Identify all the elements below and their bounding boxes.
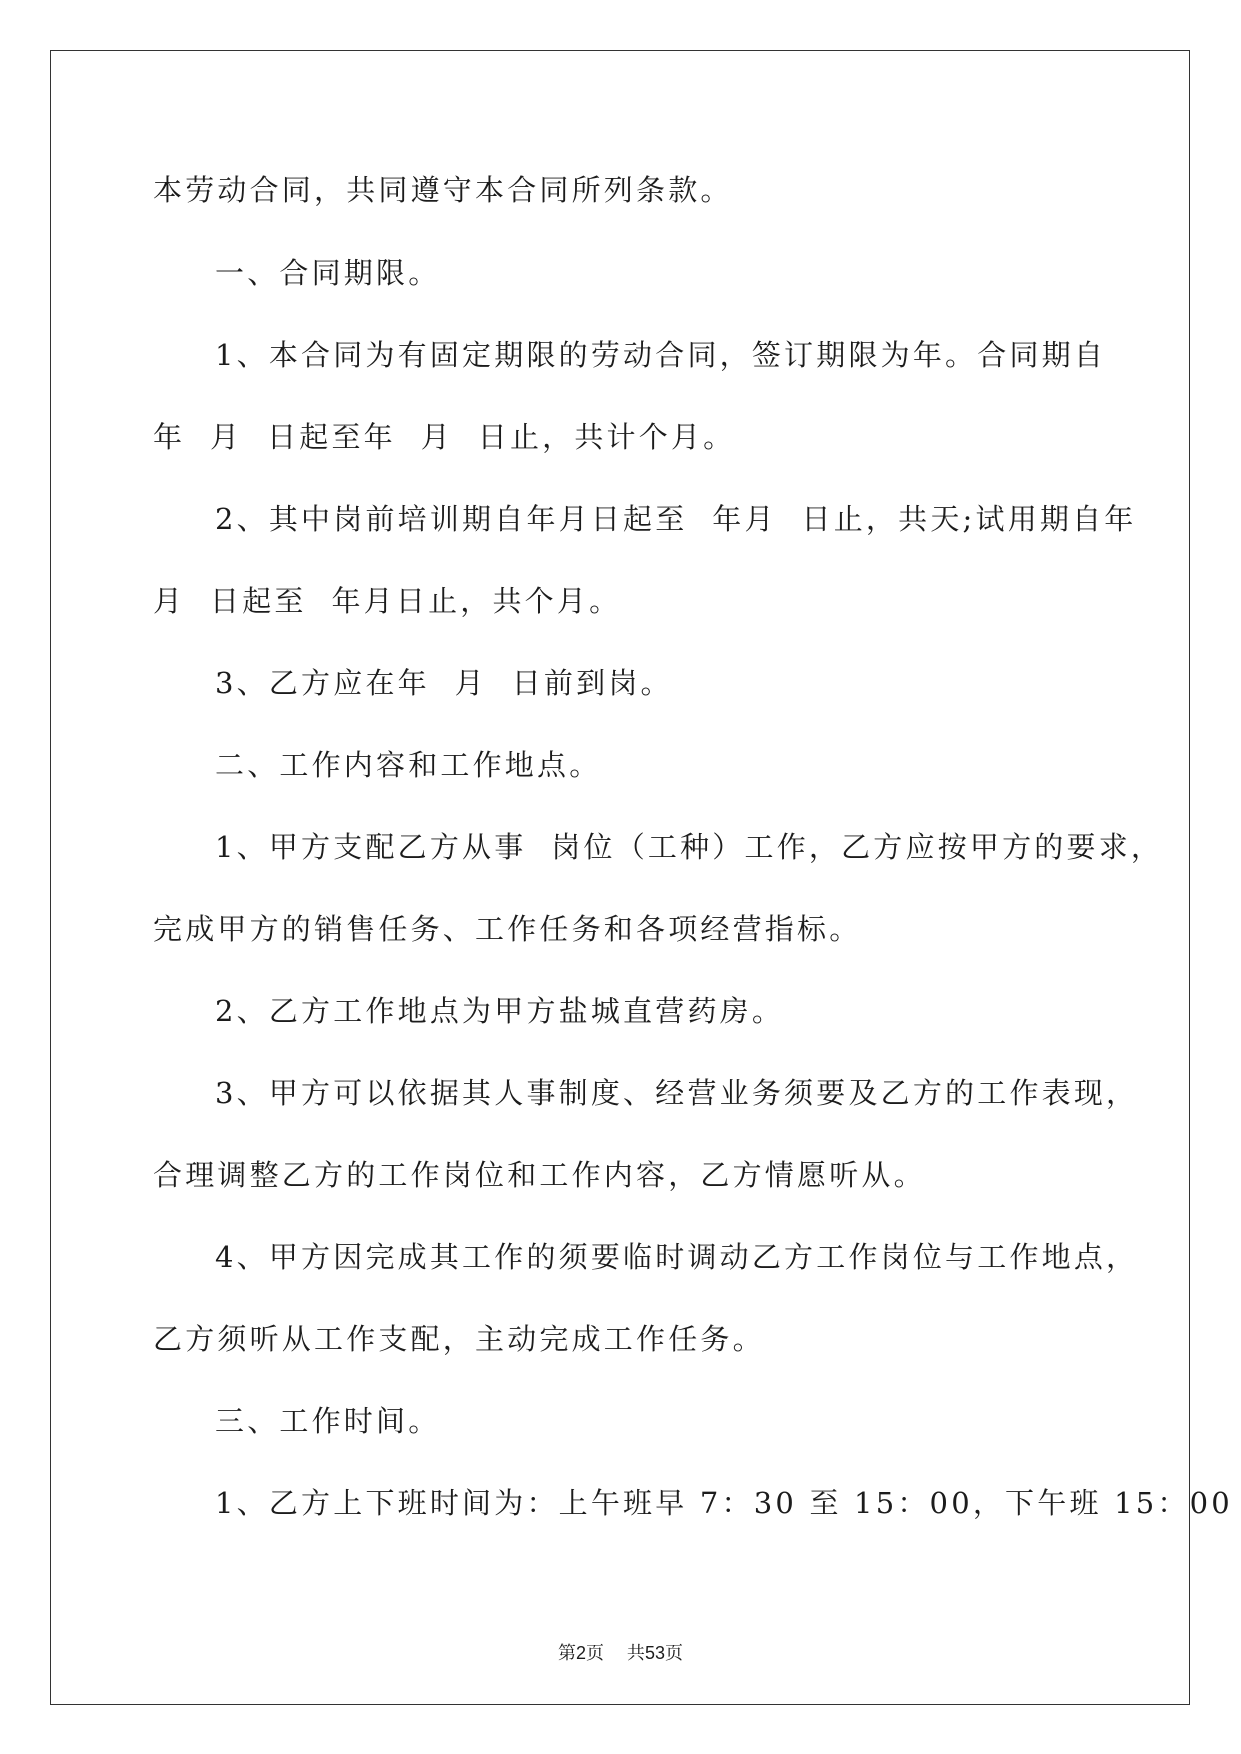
- body-line-11: 2、乙方工作地点为甲方盐城直营药房。: [215, 994, 785, 1028]
- body-line-3: 1、本合同为有固定期限的劳动合同，签订期限为年。合同期自: [215, 338, 1107, 372]
- body-line-6: 月 日起至 年月日止，共个月。: [153, 584, 622, 618]
- body-line-13: 合理调整乙方的工作岗位和工作内容，乙方情愿听从。: [153, 1158, 926, 1192]
- page-suffix: 页: [664, 1643, 683, 1664]
- section-heading-3: 三、工作时间。: [215, 1404, 441, 1438]
- current-page-number: 2: [576, 1643, 587, 1663]
- body-line-17: 1、乙方上下班时间为：上午班早 7：30 至 15：00，下午班 15：00: [215, 1486, 1233, 1520]
- body-line-7: 3、乙方应在年 月 日前到岗。: [215, 666, 673, 700]
- total-pages-number: 53: [644, 1643, 665, 1663]
- body-line-4: 年 月 日起至年 月 日止，共计个月。: [153, 420, 736, 454]
- body-line-15: 乙方须听从工作支配，主动完成工作任务。: [153, 1322, 765, 1356]
- body-line-14: 4、甲方因完成其工作的须要临时调动乙方工作岗位与工作地点，: [215, 1240, 1139, 1274]
- body-line-1: 本劳动合同，共同遵守本合同所列条款。: [153, 173, 733, 207]
- body-line-5: 2、其中岗前培训期自年月日起至 年月 日止，共天;试用期自年: [215, 502, 1137, 536]
- page-prefix: 第: [558, 1643, 577, 1664]
- body-line-9: 1、甲方支配乙方从事 岗位（工种）工作，乙方应按甲方的要求，: [215, 830, 1164, 864]
- body-line-12: 3、甲方可以依据其人事制度、经营业务须要及乙方的工作表现，: [215, 1076, 1139, 1110]
- page-border: [50, 50, 1190, 1705]
- body-line-10: 完成甲方的销售任务、工作任务和各项经营指标。: [153, 912, 862, 946]
- section-heading-1: 一、合同期限。: [215, 256, 441, 290]
- page-mid: 页 共: [586, 1643, 645, 1664]
- page-footer: [0, 1641, 1241, 1666]
- section-heading-2: 二、工作内容和工作地点。: [215, 748, 602, 782]
